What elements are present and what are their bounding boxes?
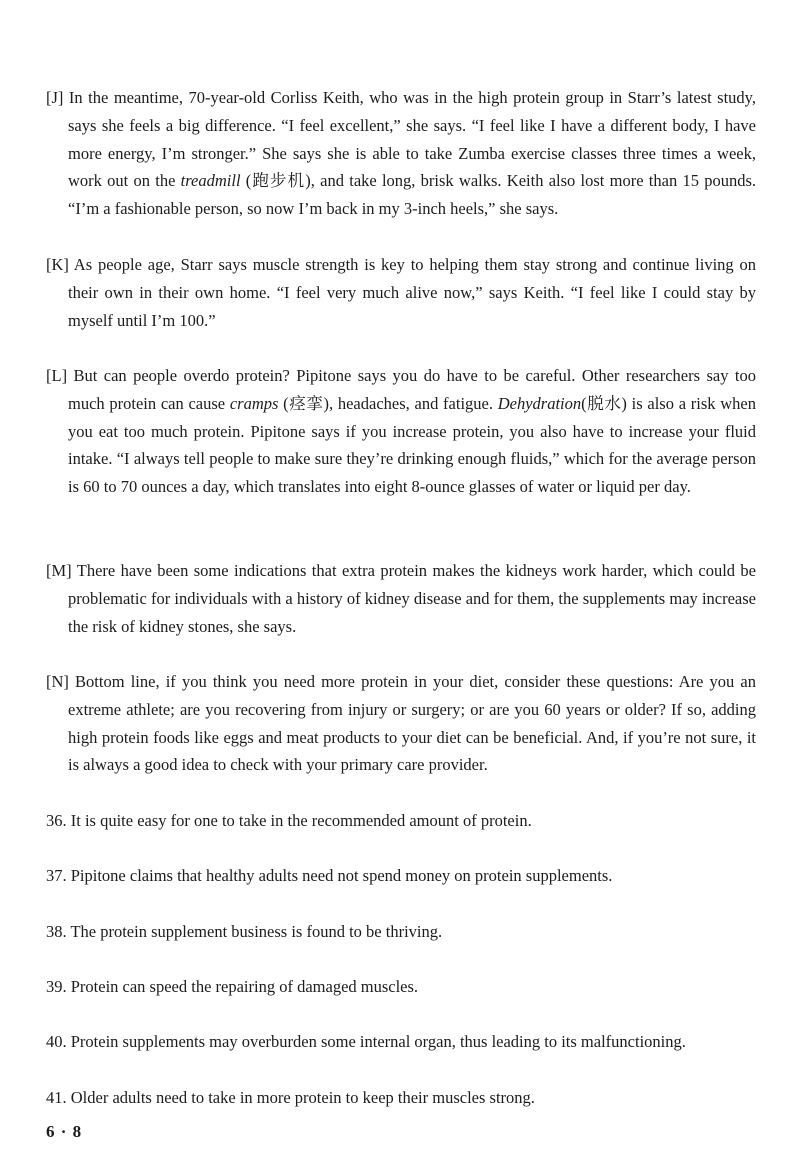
question-37: 37. Pipitone claims that healthy adults need not spend money on protein supplements. xyxy=(46,866,613,885)
paragraph-text: , headaches, and fatigue. xyxy=(329,393,498,413)
paragraph-label: [J] xyxy=(46,88,64,107)
paragraph-text: In the meantime, 70-year-old Corliss Keith, who was in the high protein group in Starr’s latest study, says she feels a big difference. “I feel excellent,” she says. “I feel like I have a different body, I have more energy, I’m stronger.” She says she is able to take Zumba exercise classes three times a week, work out on the xyxy=(63,88,756,191)
paragraph-label: [N] xyxy=(46,672,69,691)
paragraph-j xyxy=(46,84,756,223)
paragraph-text: There have been some indications that extra protein makes the kidneys work harder, which could be problematic for individuals with a history of kidney disease and for them, the supplements may increase the risk of kidney stones, she says. xyxy=(68,561,756,636)
question-40: 40. Protein supplements may overburden some internal organ, thus leading to its malfunctioning. xyxy=(46,1032,686,1051)
question-36: 36. It is quite easy for one to take in the recommended amount of protein. xyxy=(46,811,532,830)
question-39: 39. Protein can speed the repairing of damaged muscles. xyxy=(46,977,419,996)
chinese-gloss: (脱水) xyxy=(581,393,627,413)
paragraph-label: [M] xyxy=(46,561,72,580)
paragraph-label: [L] xyxy=(46,366,68,385)
paragraph-text: But can people overdo protein? Pipitone says you do have to be careful. Other researchers say too much protein can cause xyxy=(67,366,756,413)
paragraph-l xyxy=(46,362,756,501)
page-number: 6 · 8 xyxy=(46,1122,83,1141)
question-41: 41. Older adults need to take in more protein to keep their muscles strong. xyxy=(46,1088,535,1107)
chinese-gloss: (痉挛) xyxy=(278,393,329,413)
paragraph-text: is also a risk when you eat too much protein. Pipitone says if you increase protein, you also have to increase your fluid intake. “I always tell people to make sure they’re drinking enough fluids,” which for the average person is 60 to 70 ounces a day, which translates into eight 8-ounce glasses of water or liquid per day. xyxy=(68,393,756,497)
paragraph-k xyxy=(46,251,756,334)
vocab-term: treadmill xyxy=(180,171,241,191)
vocab-term: cramps xyxy=(229,393,279,413)
paragraph-text: , and take long, brisk walks. Keith also lost more than 15 pounds. “I’m a fashionable person, so now I’m back in my 3-inch heels,” she says. xyxy=(68,171,756,219)
paragraph-n xyxy=(46,668,756,779)
paragraph-m xyxy=(46,557,756,640)
paragraph-text: Bottom line, if you think you need more protein in your diet, consider these questions: Are you an extreme athlete; are you recovering from injury or surgery; or are you 60 years or older? If so, adding high protein foods like eggs and meat products to your diet can be beneficial. And, if you’re not sure, it is always a good idea to check with your primary care provider. xyxy=(68,672,756,775)
question-38: 38. The protein supplement business is found to be thriving. xyxy=(46,922,443,941)
chinese-gloss: (跑步机) xyxy=(240,171,311,191)
vocab-term: Dehydration xyxy=(497,393,582,413)
paragraph-label: [K] xyxy=(46,255,69,274)
paragraph-text: As people age, Starr says muscle strength is key to helping them stay strong and continue living on their own in their own home. “I feel very much alive now,” says Keith. “I feel like I could stay by myself until I’m 100.” xyxy=(68,255,756,330)
